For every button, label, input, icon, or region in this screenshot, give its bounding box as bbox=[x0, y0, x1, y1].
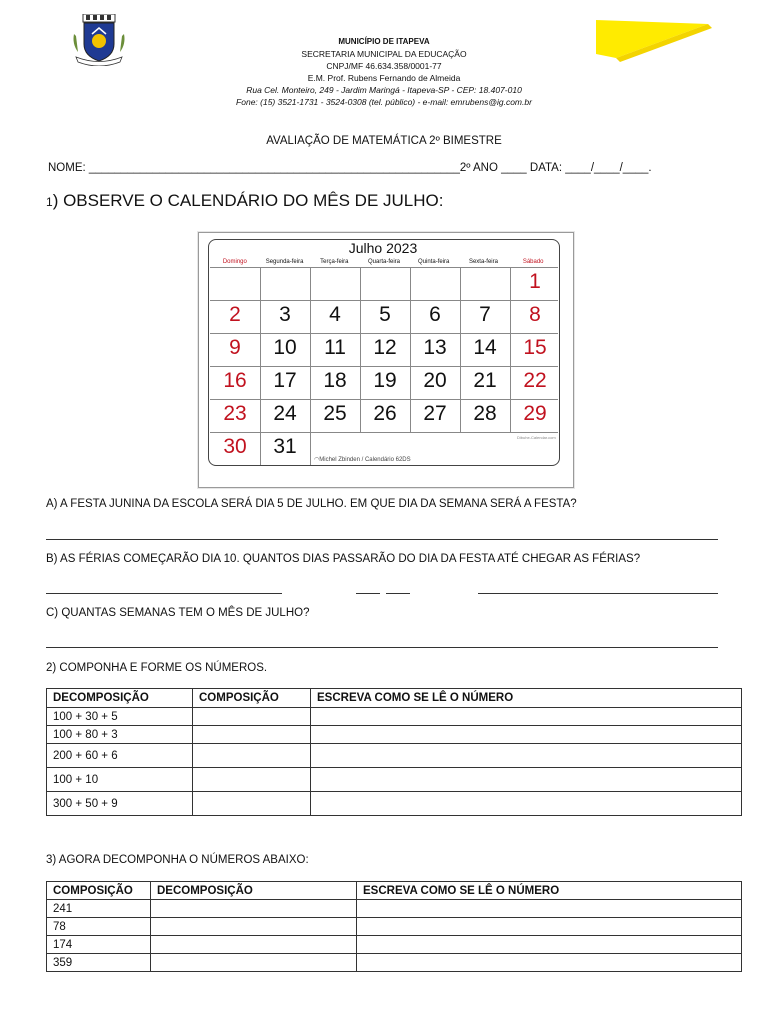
municipality-name: MUNICÍPIO DE ITAPEVA bbox=[338, 37, 430, 46]
decomposition-answer-cell[interactable] bbox=[151, 900, 357, 918]
decomposition-cell: 100 + 30 + 5 bbox=[47, 708, 193, 726]
reading-answer-cell[interactable] bbox=[357, 900, 742, 918]
calendar-day: 5 bbox=[379, 303, 391, 326]
calendar-day-name: Sexta-feira bbox=[459, 258, 509, 268]
calendar-empty-cell bbox=[410, 432, 460, 465]
itapeva-crest-logo bbox=[70, 14, 128, 66]
calendar-grid-line bbox=[210, 399, 558, 400]
calendar-watermark: Dibuhe-Calendar.com bbox=[517, 435, 556, 440]
calendar-day: 29 bbox=[523, 402, 547, 425]
header-read-number: ESCREVA COMO SE LÊ O NÚMERO bbox=[357, 882, 742, 900]
calendar-day: 16 bbox=[223, 369, 247, 392]
reading-answer-cell[interactable] bbox=[311, 708, 742, 726]
calendar-day: 4 bbox=[329, 303, 341, 326]
calendar-grid-line bbox=[210, 432, 558, 433]
decomposition-cell: 300 + 50 + 9 bbox=[47, 792, 193, 816]
calendar-day: 7 bbox=[479, 303, 491, 326]
reading-answer-cell[interactable] bbox=[357, 918, 742, 936]
decomposition-answer-cell[interactable] bbox=[151, 936, 357, 954]
calendar-day: 11 bbox=[324, 336, 346, 359]
calendar-empty-cell bbox=[260, 267, 310, 300]
answer-line-1b-fragment bbox=[356, 593, 380, 594]
answer-line-1a[interactable] bbox=[46, 539, 718, 540]
calendar-day: 15 bbox=[523, 336, 547, 359]
calendar-credit-icon: ◠ bbox=[314, 457, 320, 463]
reading-answer-cell[interactable] bbox=[311, 792, 742, 816]
composition-cell: 78 bbox=[47, 918, 151, 936]
decomposition-answer-cell[interactable] bbox=[151, 918, 357, 936]
school-address: Rua Cel. Monteiro, 249 - Jardim Maringá - Itapeva-SP - CEP: 18.407-010 bbox=[246, 85, 522, 95]
calendar-empty-cell bbox=[360, 267, 410, 300]
header-composition: COMPOSIÇÃO bbox=[47, 882, 151, 900]
calendar-day: 2 bbox=[229, 303, 241, 326]
composition-answer-cell[interactable] bbox=[193, 708, 311, 726]
calendar-day: 3 bbox=[279, 303, 291, 326]
exam-title: AVALIAÇÃO DE MATEMÁTICA 2º BIMESTRE bbox=[266, 135, 502, 147]
calendar-day: 26 bbox=[373, 402, 397, 425]
calendar-day: 17 bbox=[273, 369, 297, 392]
composition-cell: 359 bbox=[47, 954, 151, 972]
calendar-day-name: Terça-feira bbox=[309, 258, 359, 268]
secretariat-name: SECRETARIA MUNICIPAL DA EDUCAÇÃO bbox=[301, 49, 467, 59]
calendar-grid-line bbox=[510, 267, 511, 432]
composition-cell: 174 bbox=[47, 936, 151, 954]
question-1a: A) A FESTA JUNINA DA ESCOLA SERÁ DIA 5 DE JULHO. EM QUE DIA DA SEMANA SERÁ A FESTA? bbox=[46, 498, 577, 510]
calendar-day: 21 bbox=[473, 369, 497, 392]
calendar-day: 10 bbox=[273, 336, 297, 359]
calendar-day: 9 bbox=[229, 336, 241, 359]
header-decomposition: DECOMPOSIÇÃO bbox=[151, 882, 357, 900]
calendar-day: 31 bbox=[273, 435, 297, 458]
calendar-day: 1 bbox=[529, 270, 541, 293]
calendar-day-name: Sábado bbox=[508, 258, 558, 268]
decomposition-answer-cell[interactable] bbox=[151, 954, 357, 972]
calendar-grid-line bbox=[210, 300, 558, 301]
school-header bbox=[150, 36, 618, 108]
calendar-empty-cell bbox=[460, 432, 510, 465]
school-name: E.M. Prof. Rubens Fernando de Almeida bbox=[307, 73, 461, 83]
decomposition-cell: 200 + 60 + 6 bbox=[47, 744, 193, 768]
calendar-day: 13 bbox=[423, 336, 447, 359]
answer-line-1c[interactable] bbox=[46, 647, 718, 648]
calendar-credit-text: Michel Zbinden / Calendário 62DS bbox=[319, 457, 411, 463]
calendar-day: 20 bbox=[423, 369, 447, 392]
reading-answer-cell[interactable] bbox=[311, 768, 742, 792]
calendar-day: 25 bbox=[323, 402, 347, 425]
calendar-empty-cell bbox=[460, 267, 510, 300]
composition-answer-cell[interactable] bbox=[193, 744, 311, 768]
decomposition-cell: 100 + 80 + 3 bbox=[47, 726, 193, 744]
question-3-title: 3) AGORA DECOMPONHA O NÚMEROS ABAIXO: bbox=[46, 854, 309, 866]
composition-table bbox=[46, 688, 742, 816]
composition-answer-cell[interactable] bbox=[193, 726, 311, 744]
calendar-day: 27 bbox=[423, 402, 447, 425]
calendar-day-name: Domingo bbox=[210, 258, 260, 268]
header-composition: COMPOSIÇÃO bbox=[193, 689, 311, 708]
reading-answer-cell[interactable] bbox=[357, 954, 742, 972]
question-1-title bbox=[46, 191, 443, 211]
calendar-day: 24 bbox=[273, 402, 297, 425]
composition-cell: 241 bbox=[47, 900, 151, 918]
calendar-day: 30 bbox=[223, 435, 247, 458]
calendar-day-name: Quinta-feira bbox=[409, 258, 459, 268]
question-1-text: ) OBSERVE O CALENDÁRIO DO MÊS DE JULHO: bbox=[52, 191, 444, 210]
calendar-grid-line bbox=[410, 267, 411, 432]
header-decomposition: DECOMPOSIÇÃO bbox=[47, 689, 193, 708]
calendar-day: 23 bbox=[223, 402, 247, 425]
calendar-credit bbox=[314, 456, 411, 463]
reading-answer-cell[interactable] bbox=[357, 936, 742, 954]
calendar-day-name: Quarta-feira bbox=[359, 258, 409, 268]
student-name-line: NOME: __________________________________________________________2º ANO ____ DATA: ____/____/____. bbox=[48, 162, 652, 174]
calendar-day: 22 bbox=[523, 369, 547, 392]
calendar-day: 6 bbox=[429, 303, 441, 326]
decomposition-table bbox=[46, 881, 742, 972]
calendar-title: Julho 2023 bbox=[348, 240, 418, 256]
header-read-number: ESCREVA COMO SE LÊ O NÚMERO bbox=[311, 689, 742, 708]
erased-patch bbox=[282, 566, 478, 596]
calendar-day: 28 bbox=[473, 402, 497, 425]
calendar-day: 19 bbox=[373, 369, 397, 392]
decomposition-cell: 100 + 10 bbox=[47, 768, 193, 792]
question-1c: C) QUANTAS SEMANAS TEM O MÊS DE JULHO? bbox=[46, 607, 310, 619]
calendar-day: 14 bbox=[473, 336, 497, 359]
calendar-grid-line bbox=[210, 333, 558, 334]
question-1-number: 1 bbox=[46, 195, 53, 209]
question-2-title: 2) COMPONHA E FORME OS NÚMEROS. bbox=[46, 662, 268, 674]
reading-answer-cell[interactable] bbox=[311, 726, 742, 744]
calendar-grid-line bbox=[210, 366, 558, 367]
calendar-empty-cell bbox=[310, 267, 360, 300]
school-contact: Fone: (15) 3521-1731 - 3524-0308 (tel. público) - e-mail: emrubens@ig.com.br bbox=[236, 97, 532, 107]
erased-patch-small bbox=[434, 596, 450, 618]
question-1b: B) AS FÉRIAS COMEÇARÃO DIA 10. QUANTOS DIAS PASSARÃO DO DIA DA FESTA ATÉ CHEGAR AS FÉRIAS? bbox=[46, 553, 641, 565]
composition-answer-cell[interactable] bbox=[193, 768, 311, 792]
calendar-grid-line bbox=[460, 267, 461, 432]
calendar-day-name: Segunda-feira bbox=[260, 258, 310, 268]
calendar-grid-line bbox=[360, 267, 361, 432]
calendar-day: 8 bbox=[529, 303, 541, 326]
reading-answer-cell[interactable] bbox=[311, 744, 742, 768]
composition-answer-cell[interactable] bbox=[193, 792, 311, 816]
calendar-empty-cell bbox=[210, 267, 260, 300]
answer-line-1b-fragment bbox=[386, 593, 410, 594]
calendar-day: 18 bbox=[323, 369, 347, 392]
calendar-day: 12 bbox=[373, 336, 397, 359]
calendar-empty-cell bbox=[410, 267, 460, 300]
cnpj: CNPJ/MF 46.634.358/0001-77 bbox=[326, 61, 442, 71]
calendar-grid bbox=[210, 267, 558, 465]
